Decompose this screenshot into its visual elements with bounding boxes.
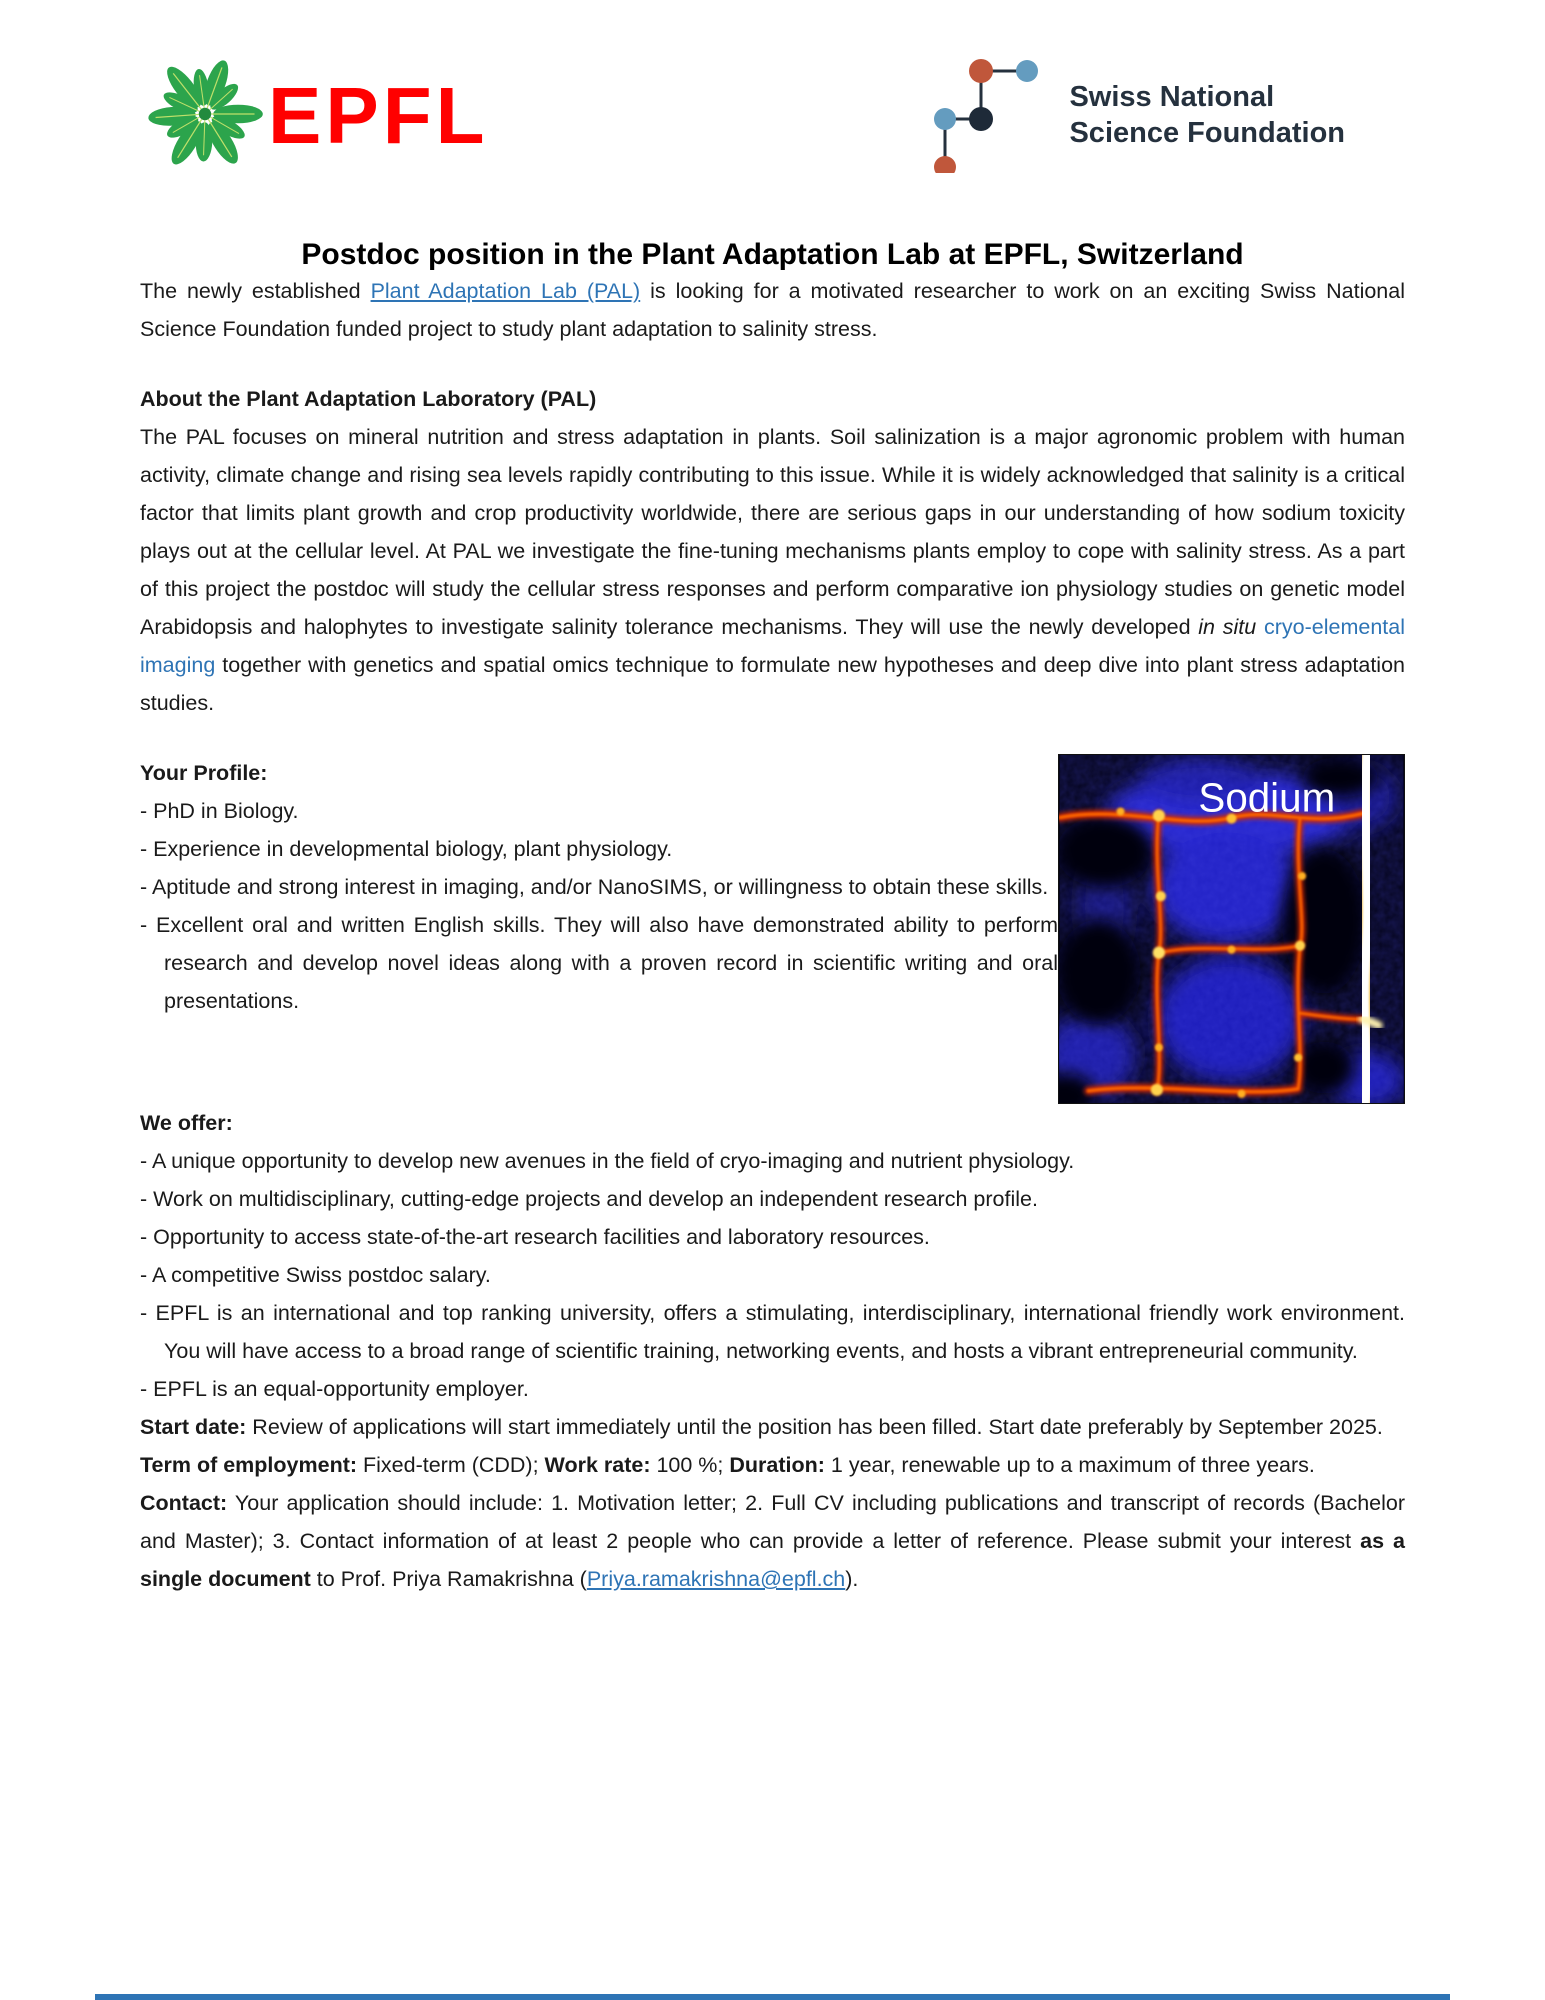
contact-label: Contact: <box>140 1491 228 1515</box>
term-text: Fixed-term (CDD); <box>357 1453 545 1477</box>
arabidopsis-rosette-icon <box>140 50 270 183</box>
snsf-network-icon <box>929 55 1041 178</box>
intro-paragraph <box>140 272 1405 348</box>
single-document-bold: as a single document <box>140 1529 1405 1591</box>
duration-text: 1 year, renewable up to a maximum of three years. <box>824 1453 1315 1477</box>
profile-item: - Aptitude and strong interest in imaging, and/or NanoSIMS, or willingness to obtain these skills. <box>140 875 1049 899</box>
profile-item: - Experience in developmental biology, plant physiology. <box>140 837 673 861</box>
epfl-logo-text: EPFL <box>268 71 489 160</box>
contact-text-2: to Prof. Priya Ramakrishna ( <box>310 1567 587 1591</box>
offer-item: - EPFL is an equal-opportunity employer. <box>140 1377 529 1401</box>
profile-item: - PhD in Biology. <box>140 799 299 823</box>
work-rate-label: Work rate: <box>544 1453 651 1477</box>
snsf-text-line2: Science Foundation <box>1069 117 1345 149</box>
contact-text-3: ). <box>845 1567 859 1591</box>
start-date-label: Start date: <box>140 1415 247 1439</box>
start-date-paragraph <box>140 1408 1405 1446</box>
start-date-text: Review of applications will start immediately until the position has been filled. Start date preferably by September 2025. <box>246 1415 1383 1439</box>
intro-text-after: is looking for a motivated researcher to work on an exciting Swiss National Science Foundation funded project to study plant adaptation to salinity stress. <box>140 279 1405 341</box>
email-link[interactable]: Priya.ramakrishna@epfl.ch <box>586 1567 846 1591</box>
duration-label: Duration: <box>729 1453 825 1477</box>
contact-paragraph <box>140 1484 1405 1598</box>
offer-item: - Opportunity to access state-of-the-art research facilities and laboratory resources. <box>140 1225 930 1249</box>
employment-paragraph <box>140 1446 1405 1484</box>
space <box>1256 615 1264 639</box>
sodium-image-label: Sodium <box>1198 774 1336 821</box>
offer-section <box>140 1104 1405 1408</box>
snsf-logo-text <box>1069 80 1345 152</box>
profile-item: - Excellent oral and written English skills. They will also have demonstrated ability to perform research and develop novel ideas along with a proven record in scientific writing and oral presentations. <box>140 913 1058 1013</box>
offer-item: - EPFL is an international and top ranking university, offers a stimulating, interdisciplinary, international friendly work environment. You will have access to a broad range of scientific training, networking events, and hosts a vibrant entrepreneurial community. <box>140 1301 1405 1363</box>
plant-adaptation-lab-link[interactable]: Plant Adaptation Lab (PAL) <box>370 279 641 303</box>
sodium-elemental-image <box>1058 754 1405 1104</box>
about-text-1: The PAL focuses on mineral nutrition and stress adaptation in plants. Soil salinization is a major agronomic problem with human activity, climate change and rising sea levels rapidly contributing to this issue. While it is widely acknowledged that salinity is a critical factor that limits plant growth and crop productivity worldwide, there are serious gaps in our understanding of how sodium toxicity plays out at the cellular level. At PAL we investigate the fine-tuning mechanisms plants employ to cope with salinity stress. As a part of this project the postdoc will study the cellular stress responses and perform comparative ion physiology studies on genetic model Arabidopsis and halophytes to investigate salinity tolerance mechanisms. They will use the newly developed <box>140 425 1405 639</box>
snsf-text-line1: Swiss National <box>1069 81 1275 114</box>
profile-heading: Your Profile: <box>140 761 268 785</box>
about-heading: About the Plant Adaptation Laboratory (PAL) <box>140 387 597 411</box>
pal-epfl-logo <box>140 50 488 183</box>
snsf-logo <box>929 55 1345 178</box>
profile-section <box>140 754 1405 1020</box>
header-logos <box>0 0 1545 180</box>
contact-text-1: Your application should include: 1. Motivation letter; 2. Full CV including publications and transcript of records (Bachelor and Master); 3. Contact information of at least 2 people who can provide a letter of reference. Please submit your interest <box>140 1491 1405 1553</box>
work-rate-text: 100 %; <box>650 1453 730 1477</box>
about-paragraph <box>140 418 1405 722</box>
about-text-2: together with genetics and spatial omics technique to formulate new hypotheses and deep dive into plant stress adaptation studies. <box>140 653 1405 715</box>
about-section <box>140 380 1405 722</box>
document-body <box>0 272 1545 1598</box>
term-label: Term of employment: <box>140 1453 358 1477</box>
bottom-rule <box>95 1994 1450 2000</box>
cryo-elemental-imaging-link[interactable]: cryo-elemental imaging <box>140 615 1405 677</box>
offer-item: - Work on multidisciplinary, cutting-edge projects and develop an independent research profile. <box>140 1187 1038 1211</box>
in-situ-italic: in situ <box>1198 615 1257 639</box>
offer-item: - A unique opportunity to develop new avenues in the field of cryo-imaging and nutrient physiology. <box>140 1149 1075 1173</box>
intro-text-before: The newly established <box>140 279 371 303</box>
offer-item: - A competitive Swiss postdoc salary. <box>140 1263 491 1287</box>
page-title: Postdoc position in the Plant Adaptation Lab at EPFL, Switzerland <box>301 238 1244 271</box>
offer-heading: We offer: <box>140 1111 233 1135</box>
